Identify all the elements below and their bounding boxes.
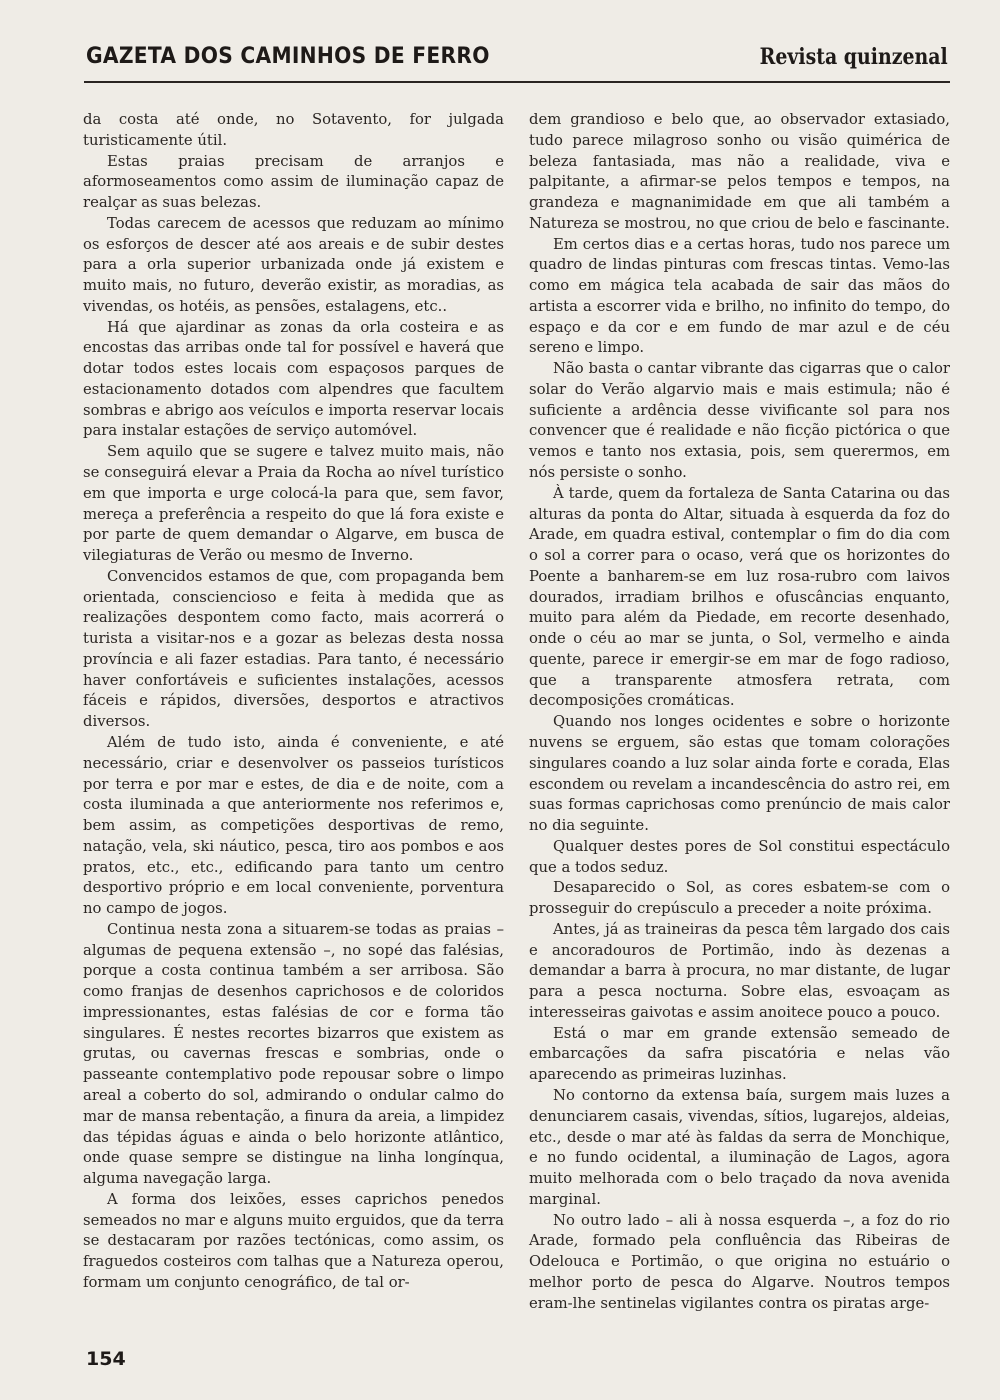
paragraph: Todas carecem de acessos que reduzam ao mínimo os esforços de descer até aos areais e de subir destes para a orla superior urbanizada onde já existem e muito mais, no futuro, deverão existir, as moradias, as vivendas, os hotéis, as pensões, estalagens, etc..: [83, 214, 504, 315]
paragraph: Antes, já as traineiras da pesca têm largado dos cais e ancoradouros de Portimão, indo às dezenas a demandar a barra à procura, no mar distante, de lugar para a pesca nocturna. Sobre elas, esvoaçam as interesseiras gaivotas e assim anoitece pouco a pouco.: [529, 920, 950, 1021]
paragraph: Há que ajardinar as zonas da orla costeira e as encostas das arribas onde tal for possível e haverá que dotar todos estes locais com espaçosos parques de estacionamento dotados com alpendres que facultem sombras e abrigo aos veículos e importa reservar locais para instalar estações de serviço automóvel.: [83, 318, 504, 440]
paragraph: A forma dos leixões, esses caprichos penedos semeados no mar e alguns muito erguidos, que da terra se destacaram por razões tectónicas, como assim, os fraguedos costeiros com talhas que a Natureza operou, formam um conjunto cenográfico, de tal or-: [83, 1190, 504, 1291]
paragraph: No outro lado – ali à nossa esquerda –, a foz do rio Arade, formado pela confluência das Ribeiras de Odelouca e Portimão, o que origina no estuário o melhor porto de pesca do Algarve. Noutros tempos eram-lhe sentinelas vigilantes contra os piratas arge-: [529, 1211, 950, 1312]
paragraph: da costa até onde, no Sotavento, for julgada turisticamente útil.: [83, 111, 504, 149]
paragraph: Quando nos longes ocidentes e sobre o horizonte nuvens se erguem, são estas que tomam colorações singulares coando a luz solar ainda forte e corada, Elas escondem ou revelam a incandescência do astro rei, em suas formas caprichosas como prenúncio de mais calor no dia seguinte.: [529, 713, 950, 835]
paragraph: Estas praias precisam de arranjos e aformoseamentos como assim de iluminação capaz de realçar as suas belezas.: [83, 152, 504, 212]
paragraph: Convencidos estamos de que, com propaganda bem orientada, consciencioso e feita à medida que as realizações despontem como facto, mais acorrerá o turista a visitar-nos e a gozar as belezas desta nossa província e ali fazer estadias. Para tanto, é necessário haver confortáveis e suficientes instalações, acessos fáceis e rápidos, diversões, desportos e atractivos diversos.: [83, 567, 504, 731]
paragraph: Sem aquilo que se sugere e talvez muito mais, não se conseguirá elevar a Praia da Rocha ao nível turístico em que importa e urge colocá-la para que, sem favor, mereça a preferência a respeito do que lá fora existe e por parte de quem demandar o Algarve, em busca de vilegiaturas de Verão ou mesmo de Inverno.: [83, 443, 504, 565]
paragraph: Está o mar em grande extensão semeado de embarcações da safra piscatória e nelas vão aparecendo as primeiras luzinhas.: [529, 1024, 950, 1084]
magazine-subtitle: Revista quinzenal: [759, 44, 948, 70]
paragraph: Continua nesta zona a situarem-se todas as praias – algumas de pequena extensão –, no sopé das falésias, porque a costa continua também a ser arribosa. São como franjas de desenhos caprichosos e de coloridos impressionantes, estas falésias de cor e forma tão singulares. É nestes recortes bizarros que existem as grutas, ou cavernas frescas e sombrias, onde o passeante contemplativo pode repousar sobre o limpo areal a coberto do sol, admirando o ondular calmo do mar de mansa rebentação, a finura da areia, a limpidez das tépidas águas e ainda o belo horizonte atlântico, onde quase sempre se distingue na linha longínqua, alguma navegação larga.: [83, 920, 504, 1188]
paragraph: À tarde, quem da fortaleza de Santa Catarina ou das alturas da ponta do Altar, situada à esquerda da foz do Arade, em quadra estival, contemplar o fim do dia com o sol a correr para o ocaso, verá que os horizontes do Poente a banharem-se em luz rosa-rubro com laivos dourados, irradiam brilhos e ofuscâncias enquanto, muito para além da Piedade, em recorte desenhado, onde o céu ao mar se junta, o Sol, vermelho e ainda quente, parece ir emergir-se em mar de fogo radioso, que a transparente atmosfera retrata, com decomposições cromáticas.: [529, 484, 950, 710]
paragraph: Desaparecido o Sol, as cores esbatem-se com o prosseguir do crepúsculo a preceder a noite próxima.: [529, 879, 950, 918]
header-rule: [84, 81, 950, 83]
paragraph: dem grandioso e belo que, ao observador extasiado, tudo parece milagroso sonho ou visão quimérica de beleza fantasiada, mas não a realidade, viva e palpitante, a afirmar-se pelos tempos e tempos, na grandeza e magnanimidade em que ali também a Natureza se mostrou, no que criou de belo e fascinante.: [529, 111, 950, 232]
paragraph: Além de tudo isto, ainda é conveniente, e até necessário, criar e desenvolver os passeios turísticos por terra e por mar e estes, de dia e de noite, com a costa iluminada a que anteriormente nos referimos e, bem assim, as competições desportivas de remo, natação, vela, ski náutico, pesca, tiro aos pombos e aos pratos, etc., etc., edificando para tanto um centro desportivo próprio e em local conveniente, porventura no campo de jogos.: [83, 733, 504, 918]
paragraph: Qualquer destes pores de Sol constitui espectáculo que a todos seduz.: [529, 837, 950, 876]
paragraph: Em certos dias e a certas horas, tudo nos parece um quadro de lindas pinturas com frescas tintas. Vemo-las como em mágica tela acabada de sair das mãos do artista a escorrer vida e brilho, no infinito do tempo, do espaço e da cor e em fundo de mar azul e de céu sereno e limpo.: [529, 235, 950, 357]
paragraph: Não basta o cantar vibrante das cigarras que o calor solar do Verão algarvio mais e mais estimula; não é suficiente a ardência desse vivificante sol para nos convencer que é realidade e não ficção pictórica o que vemos e tanto nos extasia, pois, sem querermos, em nós persiste o sonho.: [529, 360, 950, 482]
left-column: [83, 110, 504, 1294]
magazine-title: GAZETA DOS CAMINHOS DE FERRO: [86, 44, 490, 69]
page-number: 154: [86, 1348, 126, 1370]
paragraph: No contorno da extensa baía, surgem mais luzes a denunciarem casais, vivendas, sítios, lugarejos, aldeias, etc., desde o mar até às faldas da serra de Monchique, e no fundo ocidental, a iluminação de Lagos, agora muito melhorada com o belo traçado da nova avenida marginal.: [529, 1086, 950, 1208]
right-column: [529, 110, 950, 1314]
